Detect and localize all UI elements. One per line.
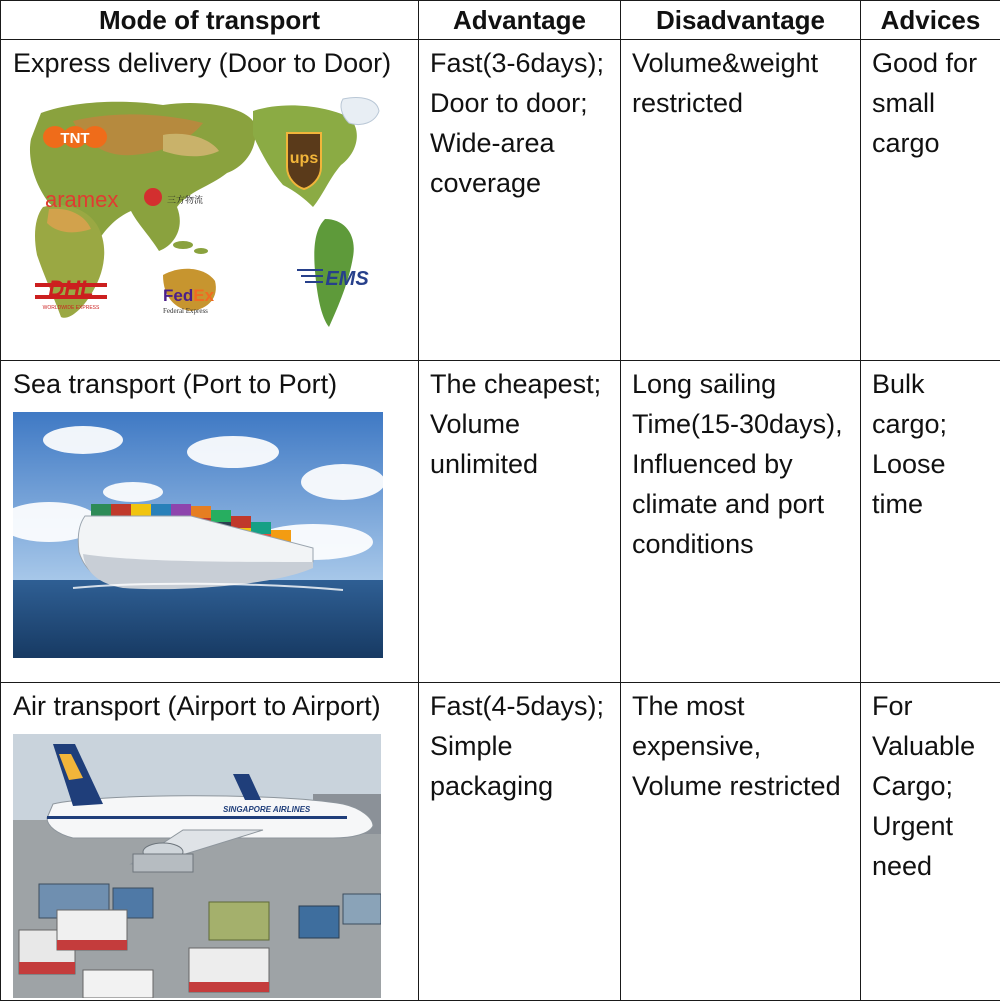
disadvantage-cell — [621, 361, 861, 683]
advice-line: Cargo; — [861, 766, 1000, 806]
advice-line: For — [861, 683, 1000, 726]
mode-cell — [1, 40, 419, 361]
header-row — [1, 1, 1000, 40]
disadvantage-line: restricted — [621, 83, 860, 123]
advices-cell — [861, 361, 1000, 683]
advices-cell — [861, 683, 1000, 1001]
mode-label: Express delivery (Door to Door) — [1, 40, 418, 83]
header-advantage: Advantage — [419, 1, 621, 40]
airport-cargo-image — [13, 734, 381, 998]
advantage-cell — [419, 683, 621, 1001]
svg-text:TNT: TNT — [60, 130, 89, 147]
disadvantage-line: Long sailing — [621, 361, 860, 404]
advantage-cell — [419, 40, 621, 361]
advantage-cell — [419, 361, 621, 683]
mode-cell — [1, 361, 419, 683]
aramex-logo: aramex — [45, 187, 118, 212]
disadvantage-line: Volume restricted — [621, 766, 860, 806]
advice-line: Valuable — [861, 726, 1000, 766]
advice-line: cargo — [861, 123, 1000, 163]
advices-cell — [861, 40, 1000, 361]
mode-cell — [1, 683, 419, 1001]
advantage-line: The cheapest; — [419, 361, 620, 404]
header-advices: Advices — [861, 1, 1000, 40]
advice-line: Urgent — [861, 806, 1000, 846]
disadvantage-line: Time(15-30days), — [621, 404, 860, 444]
advice-line: time — [861, 484, 1000, 524]
disadvantage-line: The most — [621, 683, 860, 726]
svg-text:WORLDWIDE EXPRESS: WORLDWIDE EXPRESS — [43, 305, 100, 311]
advantage-line: Simple — [419, 726, 620, 766]
svg-text:ups: ups — [290, 150, 319, 167]
advantage-line: packaging — [419, 766, 620, 806]
svg-text:三方物流: 三方物流 — [167, 194, 203, 206]
advice-line: cargo; — [861, 404, 1000, 444]
disadvantage-line: Influenced by — [621, 444, 860, 484]
disadvantage-cell — [621, 683, 861, 1001]
indonesia-island — [173, 241, 193, 249]
sea — [13, 580, 383, 658]
advantage-line: Volume — [419, 404, 620, 444]
advantage-line: coverage — [419, 163, 620, 203]
svg-text:DHL: DHL — [48, 276, 93, 301]
advantage-line: Door to door; — [419, 83, 620, 123]
advantage-line: Fast(4-5days); — [419, 683, 620, 726]
world-map-courier-logos-image — [13, 95, 383, 335]
advice-line: Loose — [861, 444, 1000, 484]
disadvantage-cell — [621, 40, 861, 361]
ups-logo — [287, 133, 321, 189]
disadvantage-line: expensive, — [621, 726, 860, 766]
disadvantage-line: climate and port — [621, 484, 860, 524]
fedex-logo — [163, 286, 215, 315]
svg-text:SINGAPORE AIRLINES: SINGAPORE AIRLINES — [223, 805, 311, 814]
indonesia-island — [194, 248, 208, 254]
row-air — [1, 683, 1000, 1001]
advice-line: Good for — [861, 40, 1000, 83]
container-ship-image — [13, 412, 383, 658]
row-express — [1, 40, 1000, 361]
disadvantage-line: Volume&weight — [621, 40, 860, 83]
svg-text:EMS: EMS — [325, 268, 369, 290]
advantage-line: Fast(3-6days); — [419, 40, 620, 83]
svg-text:FedEx: FedEx — [163, 286, 215, 305]
advice-line: need — [861, 846, 1000, 886]
tug-vehicle — [133, 854, 193, 872]
advantage-line: Wide-area — [419, 123, 620, 163]
mode-label: Sea transport (Port to Port) — [1, 361, 418, 404]
disadvantage-line: conditions — [621, 524, 860, 564]
mode-label: Air transport (Airport to Airport) — [1, 683, 418, 726]
header-mode: Mode of transport — [1, 1, 419, 40]
header-disadvantage: Disadvantage — [621, 1, 861, 40]
advice-line: Bulk — [861, 361, 1000, 404]
advice-line: small — [861, 83, 1000, 123]
advantage-line: unlimited — [419, 444, 620, 484]
row-sea — [1, 361, 1000, 683]
tnt-logo — [43, 126, 107, 148]
svg-text:Federal Express: Federal Express — [163, 307, 208, 315]
cheatline — [47, 816, 347, 819]
